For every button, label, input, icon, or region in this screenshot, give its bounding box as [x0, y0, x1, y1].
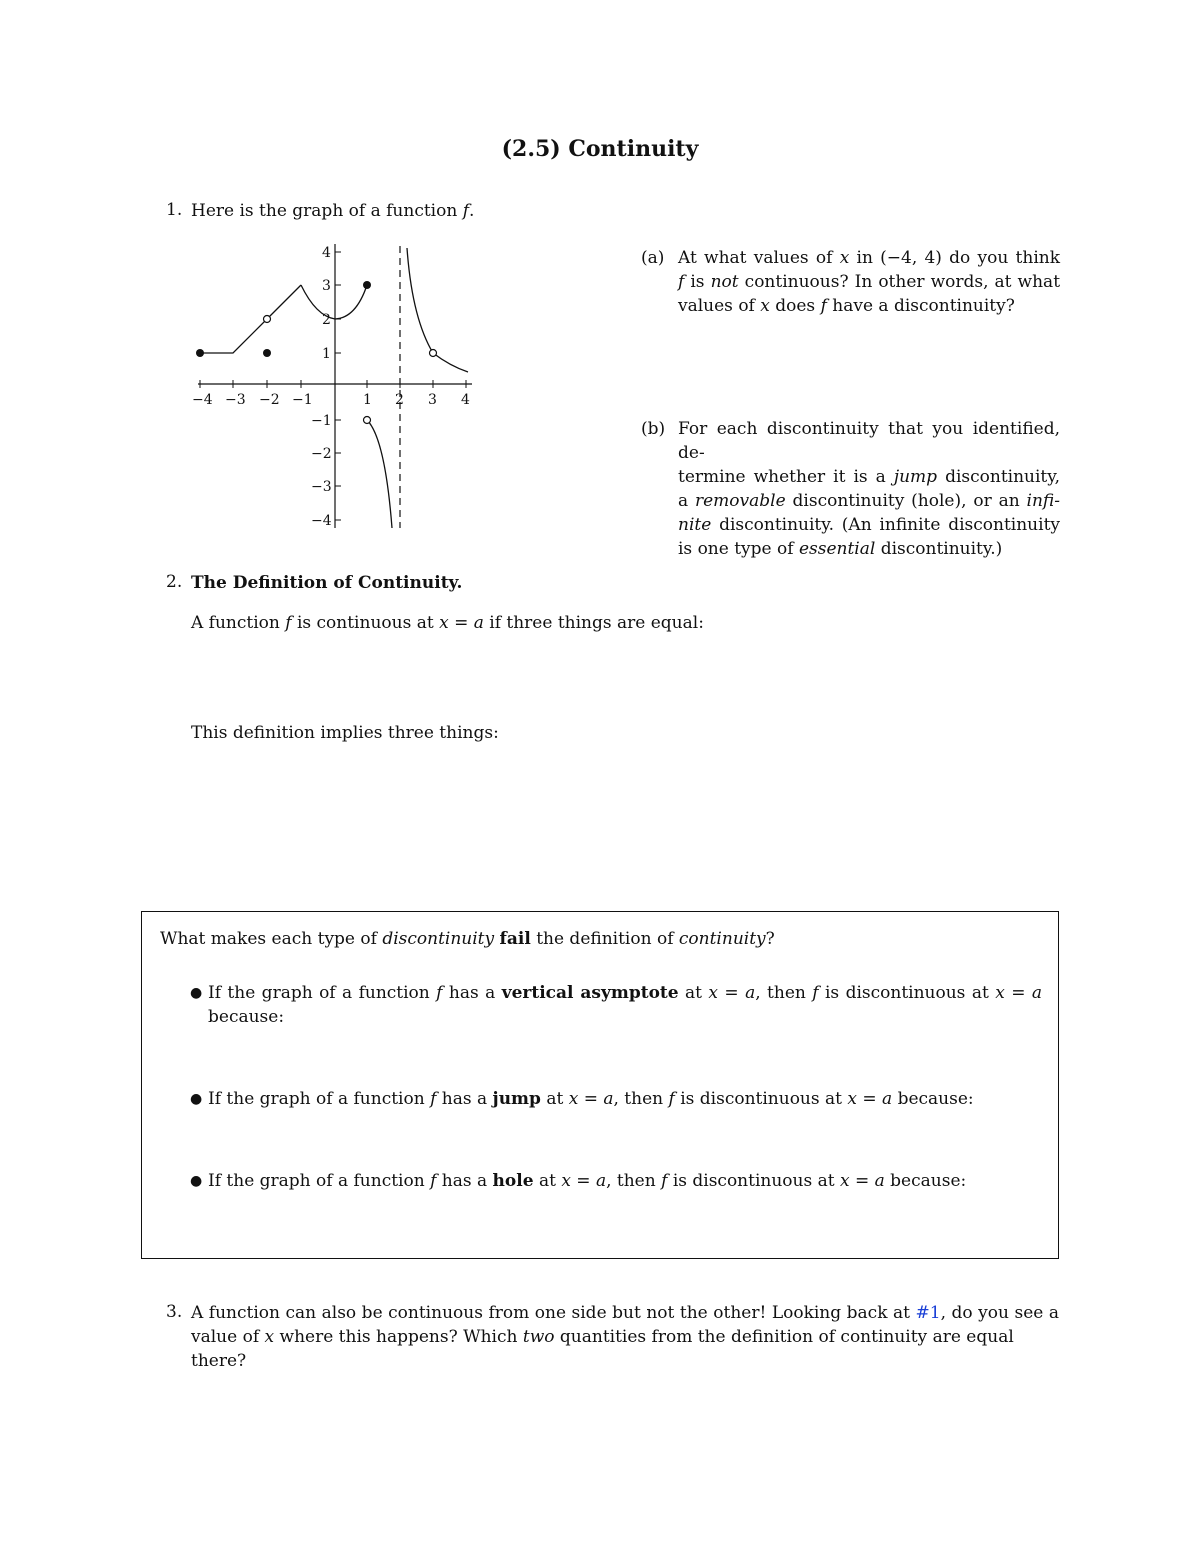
- box-question: What makes each type of discontinuity fail the definition of continuity?: [160, 929, 775, 949]
- function-graph: [180, 238, 480, 533]
- x-tick-label: −3: [225, 392, 246, 408]
- bullet-icon: ●: [190, 1173, 203, 1189]
- q1-reference-link[interactable]: #1: [915, 1303, 941, 1323]
- curve-segment: [407, 248, 468, 372]
- q1a-text: At what values of x in (−4, 4) do you think f is not continuous? In other words, at what values of x does f have a discontinuity?: [678, 248, 1061, 316]
- closed-point: [263, 349, 271, 357]
- x-tick-label: 2: [395, 392, 404, 408]
- bullet-hole: If the graph of a function f has a hole at x = a, then f is discontinuous at x = a because:: [208, 1171, 967, 1191]
- q1a-label: (a): [641, 248, 665, 268]
- curve-segment: [301, 285, 367, 319]
- q2-implies: This definition implies three things:: [191, 723, 499, 743]
- y-tick-label: −4: [311, 513, 332, 529]
- x-tick-label: 4: [461, 392, 470, 408]
- q3-number: 3.: [166, 1302, 183, 1322]
- y-tick-label: 3: [322, 278, 331, 294]
- q1-intro: Here is the graph of a function f.: [191, 201, 475, 221]
- q2-heading: The Definition of Continuity.: [191, 573, 463, 593]
- open-point: [264, 316, 271, 323]
- y-tick-label: 4: [322, 245, 331, 261]
- bullet-icon: ●: [190, 985, 203, 1001]
- q3-text: A function can also be continuous from one side but not the other! Looking back at #1, do you see a value of x where this happens? Which two quantities from the definition of continuity are equal there?: [191, 1303, 1060, 1371]
- bullet-vertical-asymptote: If the graph of a function f has a vertical asymptote at x = a, then f is discontinuous at x = a because:: [208, 983, 1043, 1027]
- y-tick-label: −2: [311, 446, 332, 462]
- open-point: [430, 350, 437, 357]
- closed-point: [363, 281, 371, 289]
- page-title: (2.5) Continuity: [501, 136, 699, 162]
- x-tick-label: −4: [192, 392, 213, 408]
- bullet-icon: ●: [190, 1091, 203, 1107]
- discontinuity-box: [141, 911, 1059, 1259]
- y-tick-label: 2: [322, 312, 331, 328]
- y-tick-label: −1: [311, 413, 332, 429]
- open-point: [364, 417, 371, 424]
- q1b-label: (b): [641, 419, 666, 439]
- bullet-jump: If the graph of a function f has a jump at x = a, then f is discontinuous at x = a because:: [208, 1089, 974, 1109]
- curve-segment: [367, 420, 392, 528]
- x-tick-label: 3: [428, 392, 437, 408]
- q2-number: 2.: [166, 572, 183, 592]
- x-tick-label: 1: [363, 392, 372, 408]
- q1b-text: For each discontinuity that you identified, de- termine whether it is a jump discontinuity, a removable discontinuity (hole), or an infi- nite discontinuity. (An infinite discontinuity is one type of essential discontinuity.): [678, 419, 1061, 559]
- q1-number: 1.: [166, 200, 183, 220]
- y-tick-label: 1: [322, 346, 331, 362]
- closed-point: [196, 349, 204, 357]
- x-tick-label: −1: [292, 392, 313, 408]
- y-tick-label: −3: [311, 479, 332, 495]
- curve-segment: [200, 285, 301, 353]
- x-tick-label: −2: [259, 392, 280, 408]
- q2-definition-line: A function f is continuous at x = a if three things are equal:: [191, 613, 704, 633]
